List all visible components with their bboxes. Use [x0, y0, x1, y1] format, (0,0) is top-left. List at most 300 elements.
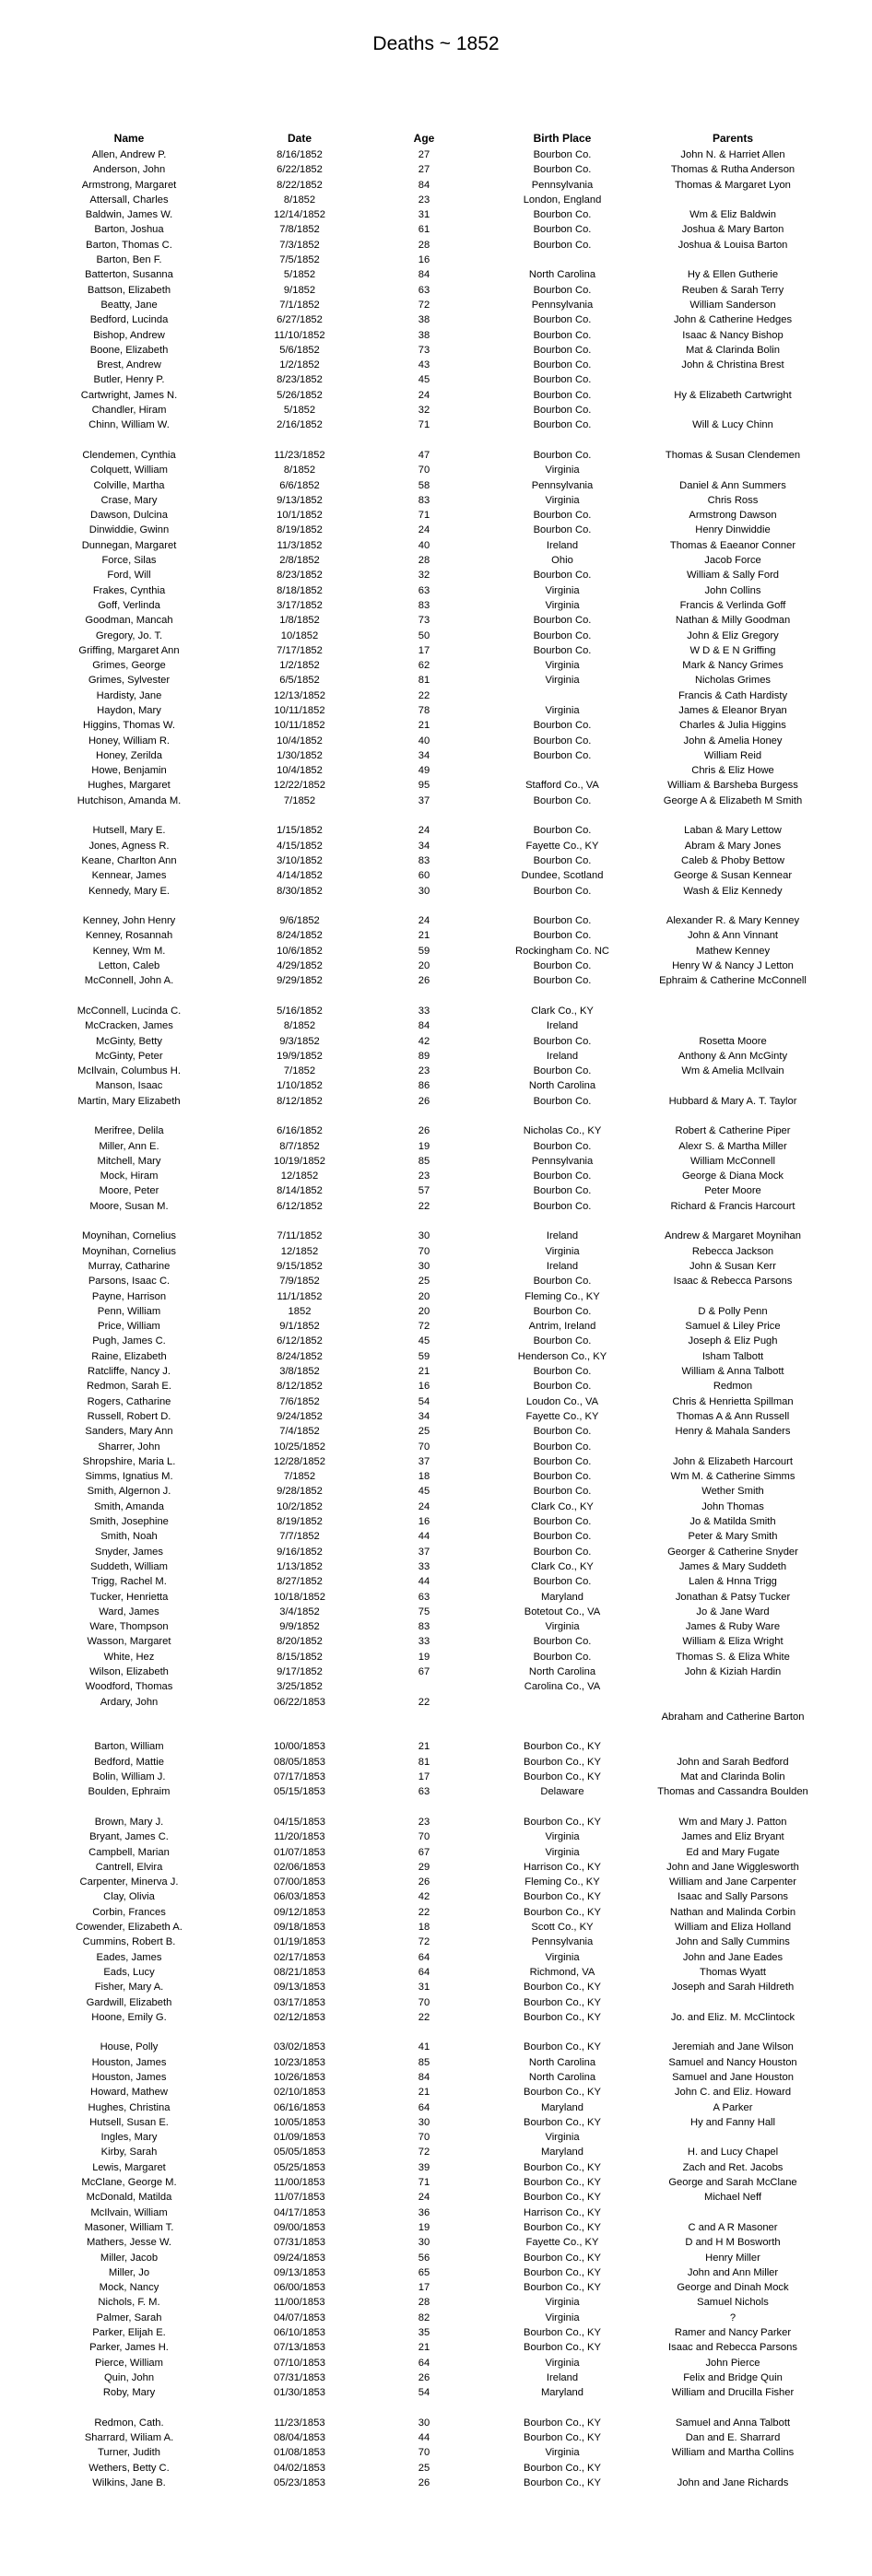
cell-age: 41	[418, 2041, 430, 2053]
cell-age: 22	[418, 1906, 430, 1918]
cell-birth-place: Virginia	[545, 599, 580, 611]
cell-age: 81	[418, 1756, 430, 1768]
cell-age: 25	[418, 1276, 430, 1288]
cell-birth-place: Maryland	[540, 1591, 583, 1603]
cell-date: 6/12/1852	[277, 1335, 323, 1347]
cell-age: 39	[418, 2161, 430, 2173]
cell-age: 67	[418, 1846, 430, 1858]
cell-date: 03/17/1853	[274, 1996, 325, 2008]
cell-parents: George & Diana Mock	[681, 1170, 784, 1182]
cell-date: 8/18/1852	[277, 584, 323, 596]
cell-name: Gregory, Jo. T.	[95, 629, 163, 641]
table-row	[0, 1845, 872, 1860]
cell-date: 11/00/1853	[274, 2177, 325, 2189]
cell-parents: C and A R Masoner	[688, 2221, 778, 2233]
cell-parents: John and Sarah Bedford	[677, 1756, 789, 1768]
cell-date: 04/07/1853	[274, 2311, 325, 2323]
cell-age: 70	[418, 1996, 430, 2008]
table-row	[0, 973, 872, 1004]
table-row	[0, 853, 872, 868]
cell-age: 45	[418, 374, 430, 386]
table-row	[0, 568, 872, 582]
cell-name: Kennedy, Mary E.	[88, 885, 171, 897]
table-row	[0, 1860, 872, 1875]
cell-parents: Joseph and Sarah Hildreth	[671, 1982, 795, 1994]
cell-parents: ?	[729, 2311, 736, 2323]
cell-name: Lewis, Margaret	[92, 2161, 166, 2173]
cell-date: 9/28/1852	[277, 1486, 323, 1498]
table-row	[0, 1334, 872, 1348]
cell-age: 64	[418, 1966, 430, 1978]
cell-parents: Robert & Catherine Piper	[675, 1125, 791, 1137]
cell-parents: Samuel & Liley Price	[685, 1321, 781, 1333]
table-row	[0, 928, 872, 943]
cell-age: 61	[418, 224, 430, 236]
cell-date: 09/18/1853	[274, 1922, 325, 1934]
cell-birth-place: Delaware	[540, 1786, 584, 1798]
table-row	[0, 2311, 872, 2325]
cell-name: Boone, Elizabeth	[89, 344, 169, 356]
cell-name: Brown, Mary J.	[94, 1816, 164, 1828]
cell-name: Honey, Zerilda	[96, 749, 162, 761]
cell-birth-place: Bourbon Co.	[533, 284, 592, 296]
cell-name: McIlvain, Columbus H.	[77, 1065, 181, 1077]
cell-name: Ward, James	[99, 1606, 159, 1617]
table-row	[0, 1889, 872, 1904]
cell-birth-place: Fleming Co., KY	[524, 1290, 600, 1302]
table-row	[0, 298, 872, 312]
table-row	[0, 1559, 872, 1574]
cell-date: 7/17/1852	[277, 644, 323, 656]
cell-parents: William and Eliza Holland	[674, 1922, 792, 1934]
cell-parents: Charles & Julia Higgins	[679, 720, 786, 732]
cell-parents: George and Sarah McClane	[668, 2177, 797, 2189]
cell-birth-place: Bourbon Co., KY	[524, 1982, 601, 1994]
cell-name: Moynihan, Cornelius	[82, 1245, 176, 1257]
cell-date: 06/10/1853	[274, 2327, 325, 2339]
cell-birth-place: Virginia	[545, 704, 580, 716]
cell-age: 16	[418, 254, 430, 266]
cell-age: 17	[418, 1771, 430, 1783]
cell-birth-place: Virginia	[545, 2311, 580, 2323]
cell-age: 83	[418, 494, 430, 506]
cell-age: 31	[418, 209, 430, 221]
cell-birth-place: Bourbon Co., KY	[524, 1771, 601, 1783]
cell-parents: William Sanderson	[689, 299, 776, 311]
cell-age: 70	[418, 1441, 430, 1453]
table-row	[0, 1034, 872, 1049]
cell-name: Rogers, Catharine	[87, 1395, 171, 1407]
table-row	[0, 1169, 872, 1183]
cell-age: 63	[418, 584, 430, 596]
cell-age: 63	[418, 1591, 430, 1603]
cell-birth-place: Botetout Co., VA	[524, 1606, 601, 1617]
cell-parents: Mat & Clarinda Bolin	[686, 344, 780, 356]
cell-age: 22	[418, 1200, 430, 1212]
table-row	[0, 1454, 872, 1469]
cell-age: 38	[418, 329, 430, 341]
cell-name: McCracken, James	[85, 1020, 173, 1032]
cell-birth-place: Bourbon Co.	[533, 164, 592, 176]
table-row	[0, 433, 872, 448]
cell-name: Brest, Andrew	[97, 359, 161, 371]
cell-birth-place: Virginia	[545, 660, 580, 672]
cell-name: Ardary, John	[100, 1696, 159, 1708]
cell-birth-place: Bourbon Co.	[533, 1441, 592, 1453]
table-row	[0, 1739, 872, 1754]
cell-birth-place: Bourbon Co., KY	[524, 2116, 601, 2128]
table-row	[0, 1995, 872, 2010]
cell-age: 24	[418, 524, 430, 536]
table-row	[0, 1440, 872, 1454]
cell-date: 01/07/1853	[274, 1846, 325, 1858]
table-row	[0, 794, 872, 824]
cell-birth-place: Bourbon Co.	[533, 1546, 592, 1558]
cell-date: 9/1/1852	[279, 1321, 320, 1333]
cell-name: Eads, Lucy	[103, 1966, 155, 1978]
cell-age: 45	[418, 1486, 430, 1498]
table-row	[0, 658, 872, 673]
cell-age: 85	[418, 1155, 430, 1167]
cell-birth-place: Harrison Co., KY	[524, 2206, 601, 2218]
cell-name: Grimes, Sylvester	[88, 675, 171, 687]
cell-age: 24	[418, 915, 430, 927]
cell-name: McClane, George M.	[81, 2177, 177, 2189]
cell-name: Kenney, Wm M.	[92, 945, 166, 957]
cell-parents: Ephraim & Catherine McConnell	[659, 975, 807, 987]
cell-birth-place: Bourbon Co.	[533, 1426, 592, 1438]
cell-age: 37	[418, 794, 430, 806]
cell-parents: Joshua & Louisa Barton	[678, 239, 788, 251]
table-row	[0, 162, 872, 177]
cell-parents: Francis & Verlinda Goff	[679, 599, 786, 611]
table-row	[0, 1950, 872, 1965]
cell-name: Raine, Elizabeth	[91, 1350, 167, 1362]
cell-date: 02/12/1853	[274, 2011, 325, 2023]
cell-name: Parker, Elijah E.	[92, 2327, 166, 2339]
cell-birth-place: Antrim, Ireland	[528, 1321, 596, 1333]
table-row	[0, 2430, 872, 2445]
cell-age: 83	[418, 1621, 430, 1633]
cell-birth-place: Fayette Co., KY	[525, 840, 599, 852]
cell-birth-place: North Carolina	[528, 269, 596, 281]
cell-age: 59	[418, 945, 430, 957]
cell-name: Simms, Ignatius M.	[85, 1471, 173, 1483]
cell-parents: Jo & Matilda Smith	[689, 1516, 776, 1528]
cell-birth-place: Bourbon Co.	[533, 825, 592, 837]
cell-parents: Henry Miller	[705, 2252, 760, 2264]
cell-birth-place: Virginia	[545, 1621, 580, 1633]
cell-age: 70	[418, 2132, 430, 2144]
cell-age: 17	[418, 644, 430, 656]
cell-name: Clendemen, Cynthia	[82, 449, 176, 461]
cell-age: 26	[418, 1095, 430, 1107]
cell-name: Masoner, William T.	[84, 2221, 174, 2233]
cell-birth-place: Bourbon Co.	[533, 1455, 592, 1467]
cell-parents: Reuben & Sarah Terry	[681, 284, 784, 296]
cell-birth-place: Nicholas Co., KY	[523, 1125, 602, 1137]
table-row	[0, 1379, 872, 1394]
cell-birth-place: Bourbon Co.	[533, 419, 592, 431]
cell-parents: John C. and Eliz. Howard	[674, 2087, 792, 2099]
cell-name: Baldwin, James W.	[85, 209, 173, 221]
cell-parents: Abram & Mary Jones	[684, 840, 782, 852]
table-row	[0, 823, 872, 838]
table-row	[0, 207, 872, 222]
cell-age: 21	[418, 1741, 430, 1753]
cell-age: 54	[418, 2387, 430, 2399]
cell-parents: Richard & Francis Harcourt	[670, 1200, 795, 1212]
cell-date: 02/17/1853	[274, 1951, 325, 1963]
cell-date: 11/23/1853	[274, 2417, 325, 2429]
cell-age: 43	[418, 359, 430, 371]
cell-age: 81	[418, 675, 430, 687]
cell-birth-place: Bourbon Co., KY	[524, 2342, 601, 2354]
cell-age: 30	[418, 2417, 430, 2429]
cell-date: 8/1852	[283, 1020, 316, 1032]
cell-birth-place: Pennsylvania	[531, 479, 594, 491]
cell-name: Cartwright, James N.	[80, 389, 178, 401]
cell-date: 09/00/1853	[274, 2221, 325, 2233]
cell-parents: Nathan and Malinda Corbin	[669, 1906, 796, 1918]
cell-parents: George A & Elizabeth M Smith	[663, 794, 803, 806]
cell-parents: James and Eliz Bryant	[681, 1831, 784, 1843]
cell-parents: Isham Talbott	[701, 1350, 764, 1362]
table-row	[0, 913, 872, 928]
table-row	[0, 1229, 872, 1243]
cell-parents: Hy & Elizabeth Cartwright	[674, 389, 792, 401]
cell-parents: Mathew Kenney	[695, 945, 771, 957]
table-row	[0, 2251, 872, 2265]
table-row	[0, 944, 872, 959]
table-row	[0, 1679, 872, 1694]
cell-name: Butler, Henry P.	[93, 374, 165, 386]
table-row	[0, 1770, 872, 1784]
cell-name: Miller, Jacob	[100, 2252, 159, 2264]
table-row	[0, 2130, 872, 2145]
cell-age: 24	[418, 2192, 430, 2204]
table-row	[0, 613, 872, 628]
cell-age: 22	[418, 1696, 430, 1708]
cell-birth-place: Virginia	[545, 2447, 580, 2459]
cell-parents: William Reid	[703, 749, 762, 761]
cell-name: Russell, Robert D.	[87, 1410, 171, 1422]
cell-date: 9/17/1852	[277, 1665, 323, 1677]
cell-birth-place: Virginia	[545, 1831, 580, 1843]
cell-birth-place: Bourbon Co.	[533, 735, 592, 747]
cell-date: 8/12/1852	[277, 1095, 323, 1107]
cell-name: Bolin, William J.	[92, 1771, 166, 1783]
table-row	[0, 267, 872, 282]
cell-name: Smith, Amanda	[94, 1500, 164, 1512]
table-row	[0, 1424, 872, 1439]
cell-date: 9/1852	[283, 284, 316, 296]
cell-parents: Redmon	[713, 1381, 753, 1393]
cell-birth-place: Ohio	[551, 555, 573, 567]
cell-age: 20	[418, 1290, 430, 1302]
cell-date: 01/19/1853	[274, 1936, 325, 1948]
cell-date: 10/19/1852	[274, 1155, 325, 1167]
table-row	[0, 193, 872, 207]
cell-name: Cantrell, Elvira	[95, 1861, 163, 1873]
table-row	[0, 1755, 872, 1770]
cell-name: McGinty, Peter	[95, 1050, 163, 1062]
cell-date: 10/26/1853	[274, 2072, 325, 2083]
cell-name: Colquett, William	[90, 465, 168, 476]
cell-date: 6/27/1852	[277, 314, 323, 326]
cell-name: Pierce, William	[95, 2357, 163, 2369]
cell-parents: Rebecca Jackson	[691, 1245, 774, 1257]
table-row	[0, 1935, 872, 1949]
cell-age: 72	[418, 1321, 430, 1333]
cell-name: Force, Silas	[101, 555, 157, 567]
cell-birth-place: Virginia	[545, 1245, 580, 1257]
cell-birth-place: Bourbon Co.	[533, 359, 592, 371]
cell-birth-place: Bourbon Co.	[533, 1366, 592, 1378]
cell-age: 31	[418, 1982, 430, 1994]
table-row	[0, 2190, 872, 2205]
cell-parents: Hubbard & Mary A. T. Taylor	[668, 1095, 797, 1107]
table-row	[0, 2040, 872, 2054]
cell-age: 35	[418, 2327, 430, 2339]
cell-parents: John Thomas	[701, 1500, 764, 1512]
cell-parents: Isaac and Rebecca Parsons	[668, 2342, 797, 2354]
cell-parents: Daniel & Ann Summers	[679, 479, 786, 491]
cell-name: Mathers, Jesse W.	[86, 2237, 171, 2249]
cell-birth-place: Bourbon Co., KY	[524, 2417, 601, 2429]
cell-age: 17	[418, 2282, 430, 2294]
cell-date: 01/30/1853	[274, 2387, 325, 2399]
cell-birth-place: Bourbon Co.	[533, 1200, 592, 1212]
cell-birth-place: Ireland	[546, 1260, 579, 1272]
cell-age: 63	[418, 284, 430, 296]
cell-age: 45	[418, 1335, 430, 1347]
cell-parents: William & Anna Talbott	[681, 1366, 784, 1378]
table-row	[0, 1965, 872, 1980]
cell-name: Ford, Will	[107, 570, 151, 582]
cell-parents: William & Sally Ford	[686, 570, 780, 582]
cell-date: 8/24/1852	[277, 1350, 323, 1362]
cell-date: 1/2/1852	[279, 359, 320, 371]
cell-age: 25	[418, 1426, 430, 1438]
table-row	[0, 283, 872, 298]
cell-name: Houston, James	[91, 2056, 167, 2068]
cell-birth-place: Clark Co., KY	[531, 1560, 594, 1572]
cell-parents: Wm & Amelia McIlvain	[681, 1065, 784, 1077]
cell-parents: John Pierce	[705, 2357, 760, 2369]
cell-birth-place: Bourbon Co.	[533, 149, 592, 160]
table-row	[0, 884, 872, 899]
table-row	[0, 2370, 872, 2385]
cell-birth-place: Bourbon Co., KY	[524, 2192, 601, 2204]
cell-birth-place: Bourbon Co., KY	[524, 1741, 601, 1753]
cell-birth-place: Bourbon Co.	[533, 1065, 592, 1077]
cell-age: 34	[418, 840, 430, 852]
table-row	[0, 1710, 872, 1740]
cell-age: 73	[418, 615, 430, 627]
cell-birth-place: Bourbon Co.	[533, 524, 592, 536]
cell-age: 27	[418, 164, 430, 176]
cell-name: Grimes, George	[92, 660, 166, 672]
cell-date: 7/6/1852	[279, 1395, 320, 1407]
table-row	[0, 868, 872, 883]
cell-date: 8/23/1852	[277, 570, 323, 582]
cell-name: Bedford, Lucinda	[89, 314, 169, 326]
cell-age: 19	[418, 1651, 430, 1663]
table-row	[0, 1094, 872, 1124]
cell-date: 6/16/1852	[277, 1125, 323, 1137]
table-row	[0, 1154, 872, 1169]
cell-name: Howe, Benjamin	[91, 765, 167, 777]
cell-age: 30	[418, 1230, 430, 1242]
cell-date: 5/1852	[283, 269, 316, 281]
cell-name: Armstrong, Margaret	[81, 179, 177, 191]
cell-date: 3/25/1852	[277, 1681, 323, 1693]
table-row	[0, 372, 872, 387]
table-row	[0, 1695, 872, 1710]
cell-date: 11/00/1853	[274, 2297, 325, 2309]
table-row	[0, 1214, 872, 1229]
cell-date: 9/29/1852	[277, 975, 323, 987]
cell-birth-place: Bourbon Co., KY	[524, 2327, 601, 2339]
cell-name: Sharrard, Wiliam A.	[84, 2432, 174, 2444]
cell-parents: John & Eliz Gregory	[687, 629, 779, 641]
cell-birth-place: Bourbon Co.	[533, 915, 592, 927]
table-row	[0, 1078, 872, 1093]
cell-birth-place: Bourbon Co., KY	[524, 1891, 601, 1903]
cell-parents: George & Susan Kennear	[673, 870, 793, 882]
cell-birth-place: Bourbon Co., KY	[524, 2221, 601, 2233]
cell-date: 3/17/1852	[277, 599, 323, 611]
cell-birth-place: Bourbon Co.	[533, 1486, 592, 1498]
cell-parents: Alexr S. & Martha Miller	[678, 1140, 787, 1152]
cell-parents: Chris Ross	[707, 494, 759, 506]
cell-name: Griffing, Margaret Ann	[78, 644, 180, 656]
table-row	[0, 358, 872, 372]
cell-date: 9/15/1852	[277, 1260, 323, 1272]
cell-parents: H. and Lucy Chapel	[687, 2147, 779, 2158]
cell-age: 26	[418, 1125, 430, 1137]
cell-birth-place: Virginia	[545, 494, 580, 506]
cell-parents: Chris & Eliz Howe	[691, 765, 774, 777]
cell-date: 04/17/1853	[274, 2206, 325, 2218]
table-row	[0, 1049, 872, 1064]
cell-parents: Joseph & Eliz Pugh	[688, 1335, 778, 1347]
cell-name: Barton, Ben F.	[96, 254, 162, 266]
cell-birth-place: Pennsylvania	[531, 299, 594, 311]
cell-date: 8/30/1852	[277, 885, 323, 897]
table-row	[0, 1259, 872, 1274]
cell-birth-place: Stafford Co., VA	[525, 780, 599, 792]
cell-name: Trigg, Rachel M.	[91, 1576, 167, 1588]
cell-parents: Lalen & Hnna Trigg	[689, 1576, 777, 1588]
cell-name: Penn, William	[97, 1305, 161, 1317]
cell-age: 34	[418, 749, 430, 761]
cell-name: Battson, Elizabeth	[87, 284, 171, 296]
cell-parents: Samuel Nichols	[697, 2297, 769, 2309]
cell-name: Hardisty, Jane	[96, 689, 162, 701]
cell-date: 09/13/1853	[274, 1982, 325, 1994]
table-row	[0, 1784, 872, 1815]
cell-birth-place: Bourbon Co.	[533, 1531, 592, 1543]
table-row	[0, 538, 872, 553]
cell-name: Redmon, Cath.	[94, 2417, 164, 2429]
cell-parents: Zach and Ret. Jacobs	[682, 2161, 784, 2173]
cell-name: Quin, John	[103, 2371, 155, 2383]
cell-birth-place: Bourbon Co., KY	[524, 1816, 601, 1828]
cell-name: McConnell, John A.	[84, 975, 174, 987]
cell-date: 12/1852	[280, 1170, 319, 1182]
